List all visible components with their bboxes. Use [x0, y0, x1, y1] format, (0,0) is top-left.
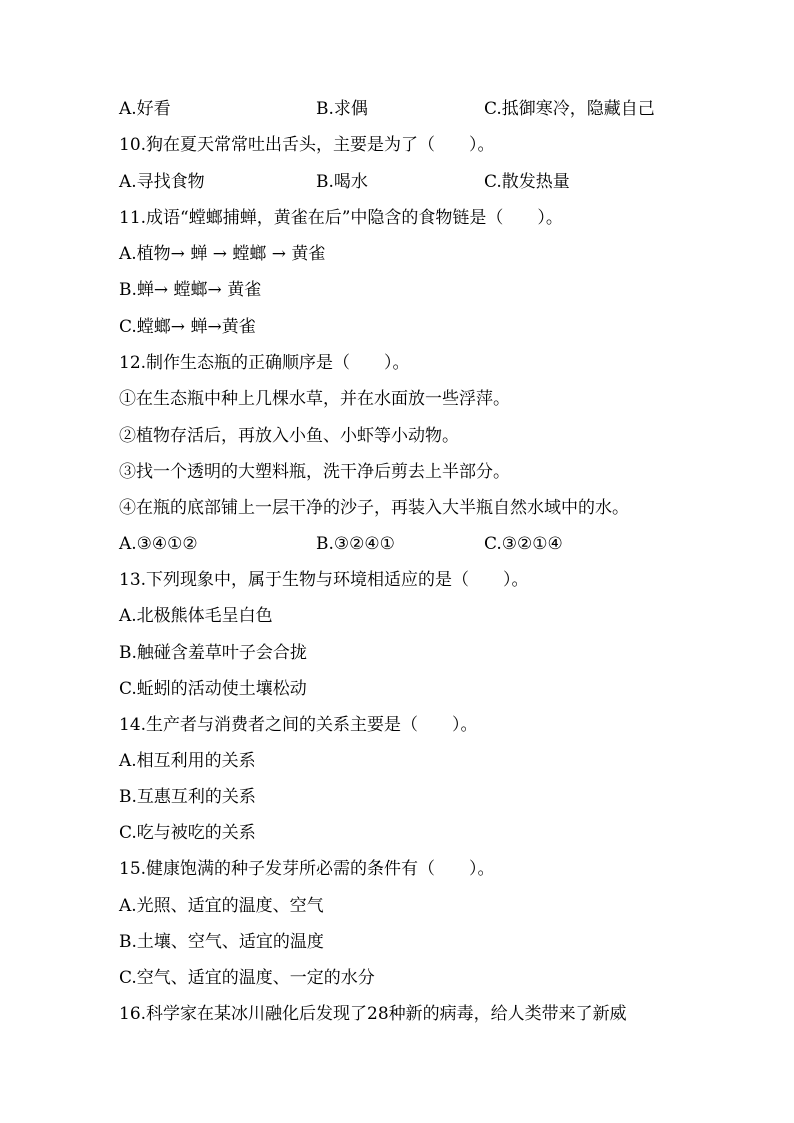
q9-option-b: B.求偶 — [316, 99, 368, 119]
q12-step-4: ④在瓶的底部铺上一层干净的沙子，再装入大半瓶自然水域中的水。 — [119, 498, 629, 518]
q13-option-a: A.北极熊体毛呈白色 — [119, 606, 273, 626]
q11-stem: 11.成语“螳螂捕蝉，黄雀在后”中隐含的食物链是（ ）。 — [119, 208, 563, 228]
q12-option-a: A.③④①② — [119, 534, 198, 554]
q14-option-b: B.互惠互利的关系 — [119, 787, 256, 807]
q14-option-c: C.吃与被吃的关系 — [119, 823, 256, 843]
q12-option-c: C.③②①④ — [484, 534, 563, 554]
q15-stem: 15.健康饱满的种子发芽所必需的条件有（ ）。 — [119, 859, 495, 879]
q13-option-c: C.蚯蚓的活动使土壤松动 — [119, 679, 307, 699]
q10-option-b: B.喝水 — [316, 172, 368, 192]
q12-step-1: ①在生态瓶中种上几棵水草，并在水面放一些浮萍。 — [119, 389, 510, 409]
q11-option-c: C.螳螂→ 蝉→黄雀 — [119, 317, 256, 337]
q14-option-a: A.相互利用的关系 — [119, 751, 256, 771]
q14-stem: 14.生产者与消费者之间的关系主要是（ ）。 — [119, 715, 478, 735]
q9-option-a: A.好看 — [119, 99, 171, 119]
q11-option-b: B.蝉→ 螳螂→ 黄雀 — [119, 280, 262, 300]
q13-stem: 13.下列现象中，属于生物与环境相适应的是（ ）。 — [119, 570, 529, 590]
q13-option-b: B.触碰含羞草叶子会合拢 — [119, 643, 307, 663]
q10-stem: 10.狗在夏天常常吐出舌头，主要是为了（ ）。 — [119, 135, 495, 155]
q10-option-a: A.寻找食物 — [119, 172, 205, 192]
q16-stem: 16.科学家在某冰川融化后发现了28种新的病毒，给人类带来了新威 — [119, 1004, 627, 1024]
q12-step-3: ③找一个透明的大塑料瓶，洗干净后剪去上半部分。 — [119, 462, 510, 482]
q11-option-a: A.植物→ 蝉 → 螳螂 → 黄雀 — [119, 244, 326, 264]
q15-option-a: A.光照、适宜的温度、空气 — [119, 896, 324, 916]
q15-option-c: C.空气、适宜的温度、一定的水分 — [119, 968, 375, 988]
q10-option-c: C.散发热量 — [484, 172, 570, 192]
q12-option-b: B.③②④① — [316, 534, 395, 554]
q9-option-c: C.抵御寒冷，隐藏自己 — [484, 99, 655, 119]
q12-stem: 12.制作生态瓶的正确顺序是（ ）。 — [119, 353, 410, 373]
q15-option-b: B.土壤、空气、适宜的温度 — [119, 932, 324, 952]
q12-step-2: ②植物存活后，再放入小鱼、小虾等小动物。 — [119, 426, 459, 446]
